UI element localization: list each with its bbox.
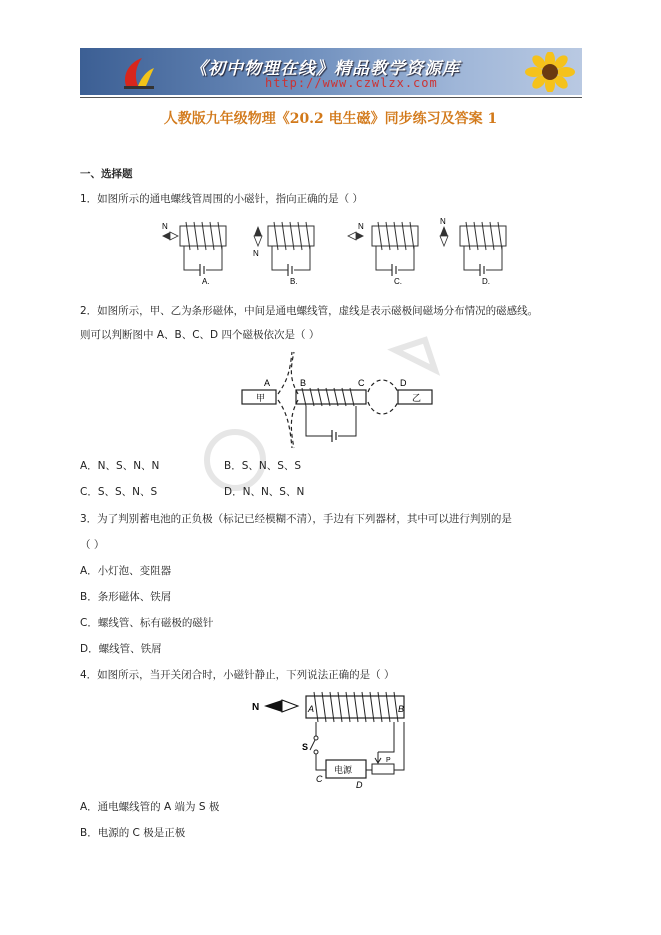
section-title: 一、选择题	[80, 168, 133, 180]
question-3-text-line2: （ ）	[80, 539, 105, 551]
question-3-option-a: A．小灯泡、变阻器	[80, 565, 172, 577]
question-2-option-a: A．N、S、N、N	[80, 460, 160, 472]
fig4-label-a: A	[308, 704, 315, 714]
fig2-label-jia: 甲	[256, 393, 266, 403]
fig2-label-d: D	[400, 378, 407, 388]
fig4-label-b: B	[398, 704, 405, 714]
fig2-label-c: C	[358, 378, 365, 388]
fig2-label-b: B	[300, 378, 307, 388]
question-1-figure	[150, 218, 510, 290]
fig1-option-b: B.	[290, 277, 298, 286]
header-divider	[80, 97, 582, 98]
fig2-label-yi: 乙	[412, 393, 422, 403]
fig1-option-d: D.	[482, 277, 490, 286]
fig1-label-n: N	[162, 222, 168, 231]
question-2-text-line2: 则可以判断图中 A、B、C、D 四个磁极依次是（ ）	[80, 329, 320, 341]
fig1-option-c: C.	[394, 277, 402, 286]
fig2-label-a: A	[264, 378, 271, 388]
question-4-option-a: A．通电螺线管的 A 端为 S 极	[80, 801, 220, 813]
question-3-text-line1: 3．为了判别蓄电池的正负极（标记已经模糊不清），手边有下列器材，其中可以进行判别的是	[80, 513, 512, 525]
question-3-option-c: C．螺线管、标有磁极的磁针	[80, 617, 214, 629]
fig4-label-c: C	[316, 774, 323, 784]
logo-icon	[118, 52, 158, 92]
question-2-text-line1: 2．如图所示，甲、乙为条形磁体，中间是通电螺线管，虚线是表示磁极间磁场分布情况的磁感线。	[80, 305, 539, 317]
question-2-option-d: D．N、N、S、N	[224, 486, 305, 498]
fig4-label-s: S	[302, 742, 309, 752]
question-4-option-b: B．电源的 C 极是正极	[80, 827, 186, 839]
fig1-label-n-d: N	[440, 218, 446, 226]
fig4-label-d: D	[356, 780, 363, 790]
header-banner	[80, 48, 582, 95]
question-3-option-b: B．条形磁体、铁屑	[80, 591, 172, 603]
fig1-option-a: A.	[202, 277, 210, 286]
banner-title: 《初中物理在线》精品教学资源库	[190, 59, 460, 79]
fig4-label-p: P	[386, 757, 391, 764]
question-2-figure	[240, 350, 440, 450]
question-2-option-c: C．S、S、N、S	[80, 486, 158, 498]
question-4-text: 4．如图所示，当开关闭合时，小磁针静止，下列说法正确的是（ ）	[80, 669, 395, 681]
fig4-label-n: N	[252, 702, 260, 713]
banner-url: http://www.czwlzx.com	[265, 76, 438, 90]
sunflower-icon	[520, 52, 580, 92]
document-title: 人教版九年级物理《20.2 电生磁》同步练习及答案 1	[163, 111, 498, 127]
question-3-option-d: D．螺线管、铁屑	[80, 643, 162, 655]
fig1-label-n-c: N	[358, 222, 364, 231]
fig1-label-n-b: N	[253, 249, 259, 258]
fig4-label-power: 电源	[334, 765, 353, 775]
question-1-text: 1．如图所示的通电螺线管周围的小磁针，指向正确的是（ ）	[80, 193, 364, 205]
question-2-option-b: B．S、N、S、S	[224, 460, 302, 472]
question-4-figure	[250, 690, 420, 790]
